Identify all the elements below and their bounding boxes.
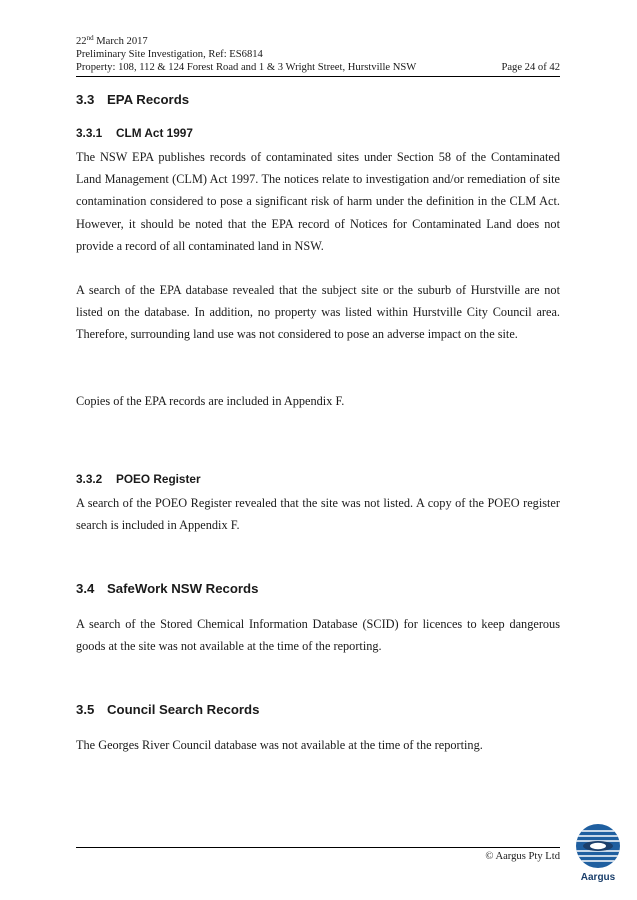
paragraph-epa-search: A search of the EPA database revealed that the subject site or the suburb of Hurstville are not listed on the database. In addition, no property was listed within Hurstville City Council area. Therefore, surrounding land use was not considered to pose an adverse impact on the site. xyxy=(76,283,560,342)
paragraph-clm-act: The NSW EPA publishes records of contaminated sites under Section 58 of the Contaminated Land Management (CLM) Act 1997. The notices relate to investigation and/or remediation of site contamination considered to pose a significant risk of harm under the definition in the CLM Act. However, it should be noted that the EPA record of Notices for Contaminated Land does not provide a record of all contaminated land in NSW. xyxy=(76,150,560,253)
footer-copyright: © Aargus Pty Ltd xyxy=(485,851,560,862)
heading-3-5: 3.5 Council Search Records xyxy=(76,702,260,717)
paragraph-poeo: A search of the POEO Register revealed that the site was not listed. A copy of the POEO register search is included in Appendix F. xyxy=(76,496,560,533)
header-date: 22nd March 2017 xyxy=(76,34,148,47)
header-property-row xyxy=(76,62,560,74)
heading-3-4: 3.4 SafeWork NSW Records xyxy=(76,581,259,596)
header-report-ref: Preliminary Site Investigation, Ref: ES6814 xyxy=(76,49,263,60)
header-property: Property: 108, 112 & 124 Forest Road and 1 & 3 Wright Street, Hurstville NSW xyxy=(76,62,417,73)
paragraph-safework: A search of the Stored Chemical Information Database (SCID) for licences to keep dangerous goods at the site was not available at the time of the reporting. xyxy=(76,617,560,654)
heading-3-3-2: 3.3.2 POEO Register xyxy=(76,472,201,486)
paragraph-epa-appendix: Copies of the EPA records are included in Appendix F. xyxy=(76,394,345,408)
paragraph-council: The Georges River Council database was not available at the time of the reporting. xyxy=(76,738,483,752)
heading-3-3-1: 3.3.1 CLM Act 1997 xyxy=(76,126,193,140)
header-rule xyxy=(76,76,560,77)
aargus-logo-text: Aargus xyxy=(580,872,616,883)
heading-3-3: 3.3 EPA Records xyxy=(76,92,190,107)
header-page-number: Page 24 of 42 xyxy=(501,62,560,73)
footer-rule xyxy=(76,847,560,848)
